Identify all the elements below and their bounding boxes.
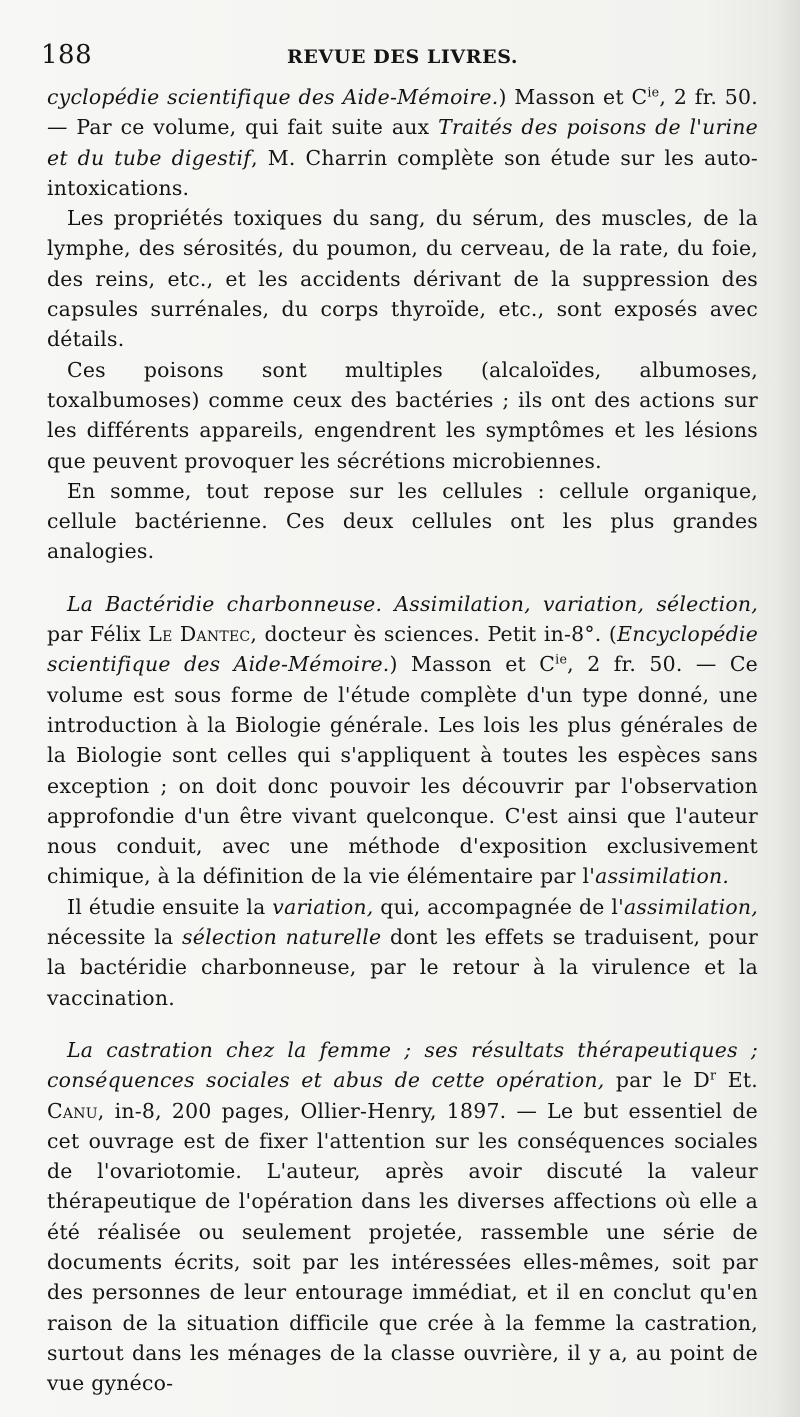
text-run: par le D: [604, 1068, 711, 1093]
text-run: , docteur ès sciences. Petit in-8°. (: [250, 622, 618, 647]
superscript: ie: [647, 84, 660, 100]
text-run: , 2 fr. 50. — Par ce volume, qui fait suite aux: [47, 85, 758, 140]
book-title: La castration chez la femme ; ses résultats thérapeutiques ; conséquences sociales et abus de cette opération,: [47, 1037, 758, 1093]
paragraph: [47, 82, 758, 203]
body-text: [47, 82, 758, 1398]
author-name: Canu: [47, 1098, 98, 1123]
text-run: , in-8, 200 pages, Ollier-Henry, 1897. — Le but essentiel de cet ouvrage est de fixer l'attention sur les conséquences sociales de l'ovariotomie. L'auteur, après avoir discuté la valeur thérapeutique de l'opération dans les diverses affections où elle a été réalisée ou seulement projetée, rassemble une série de documents écrits, soit par les intéressées elles-mêmes, soit par des personnes de leur entourage immédiat, et il en conclut qu'en raison de la situation difficile que crée à la femme la castration, surtout dans les ménages de la classe ouvrière, il y a, au point de vue gynéco-: [47, 1098, 758, 1396]
page-number: 188: [41, 40, 93, 70]
paragraph: En somme, tout repose sur les cellules : cellule organique, cellule bactérienne. Ces deux cellules ont les plus grandes analogies.: [47, 478, 758, 564]
author-name: Le Dantec: [148, 622, 251, 647]
superscript: ie: [555, 651, 568, 667]
italic-word: assimilation,: [624, 894, 759, 919]
italic-title: cyclopédie scientifique des Aide-Mémoire.: [47, 85, 499, 109]
italic-title: Encyclopédie scientifique des Aide-Mémoire.: [47, 622, 759, 677]
paragraph: [47, 892, 758, 1013]
review-entry: [47, 589, 758, 892]
text-run: Et.: [716, 1068, 758, 1093]
text-run: , M. Charrin complète son étude sur les auto-intoxications.: [47, 145, 758, 200]
paragraph: Les propriétés toxiques du sang, du sérum, des muscles, de la lymphe, des sérosités, du poumon, du cerveau, de la rate, du foie, des reins, etc., et les accidents dérivant de la suppression des capsules surrénales, du corps thyroïde, etc., sont exposés avec détails.: [47, 206, 758, 352]
running-title: REVUE DES LIVRES.: [287, 46, 519, 68]
review-entry: [47, 1035, 758, 1399]
text-run: , 2 fr. 50. — Ce volume est sous forme de l'étude complète d'un type donné, une introduction à la Biologie générale. Les lois les plus générales de la Biologie sont celles qui s'appliquent à toutes les espèces sans exception ; on doit donc pouvoir les découvrir par l'observation approfondie d'un être vivant quelconque. C'est ainsi que l'auteur nous conduit, avec une méthode d'exposition exclusivement chimique, à la définition de la vie élémentaire par l': [47, 652, 758, 889]
paragraph: Ces poisons sont multiples (alcaloïdes, albumoses, toxalbumoses) comme ceux des bactéries ; ils ont des actions sur les différents appareils, engendrent les symptômes et les lésions que peuvent provoquer les sécrétions microbiennes.: [47, 357, 758, 473]
text-run: par Félix: [47, 622, 149, 647]
running-head: [41, 38, 758, 82]
italic-word: sélection naturelle: [182, 925, 382, 950]
text-run: nécessite la: [47, 925, 183, 950]
italic-title: Traités des poisons de l'urine et du tube digestif: [47, 115, 758, 170]
italic-word: variation,: [272, 894, 374, 919]
text-run: Il étudie ensuite la: [67, 894, 273, 919]
superscript: r: [710, 1067, 717, 1083]
italic-word: assimilation.: [595, 864, 730, 889]
text-run: qui, accompagnée de l': [373, 894, 625, 919]
text-run: dont les effets se traduisent, pour la bactéridie charbonneuse, par le retour à la virulence et la vaccination.: [47, 925, 758, 1010]
book-title: La Bactéridie charbonneuse. Assimilation, variation, sélection,: [67, 591, 758, 616]
text-run: ) Masson et C: [498, 85, 648, 109]
text-run: ) Masson et C: [389, 652, 556, 677]
